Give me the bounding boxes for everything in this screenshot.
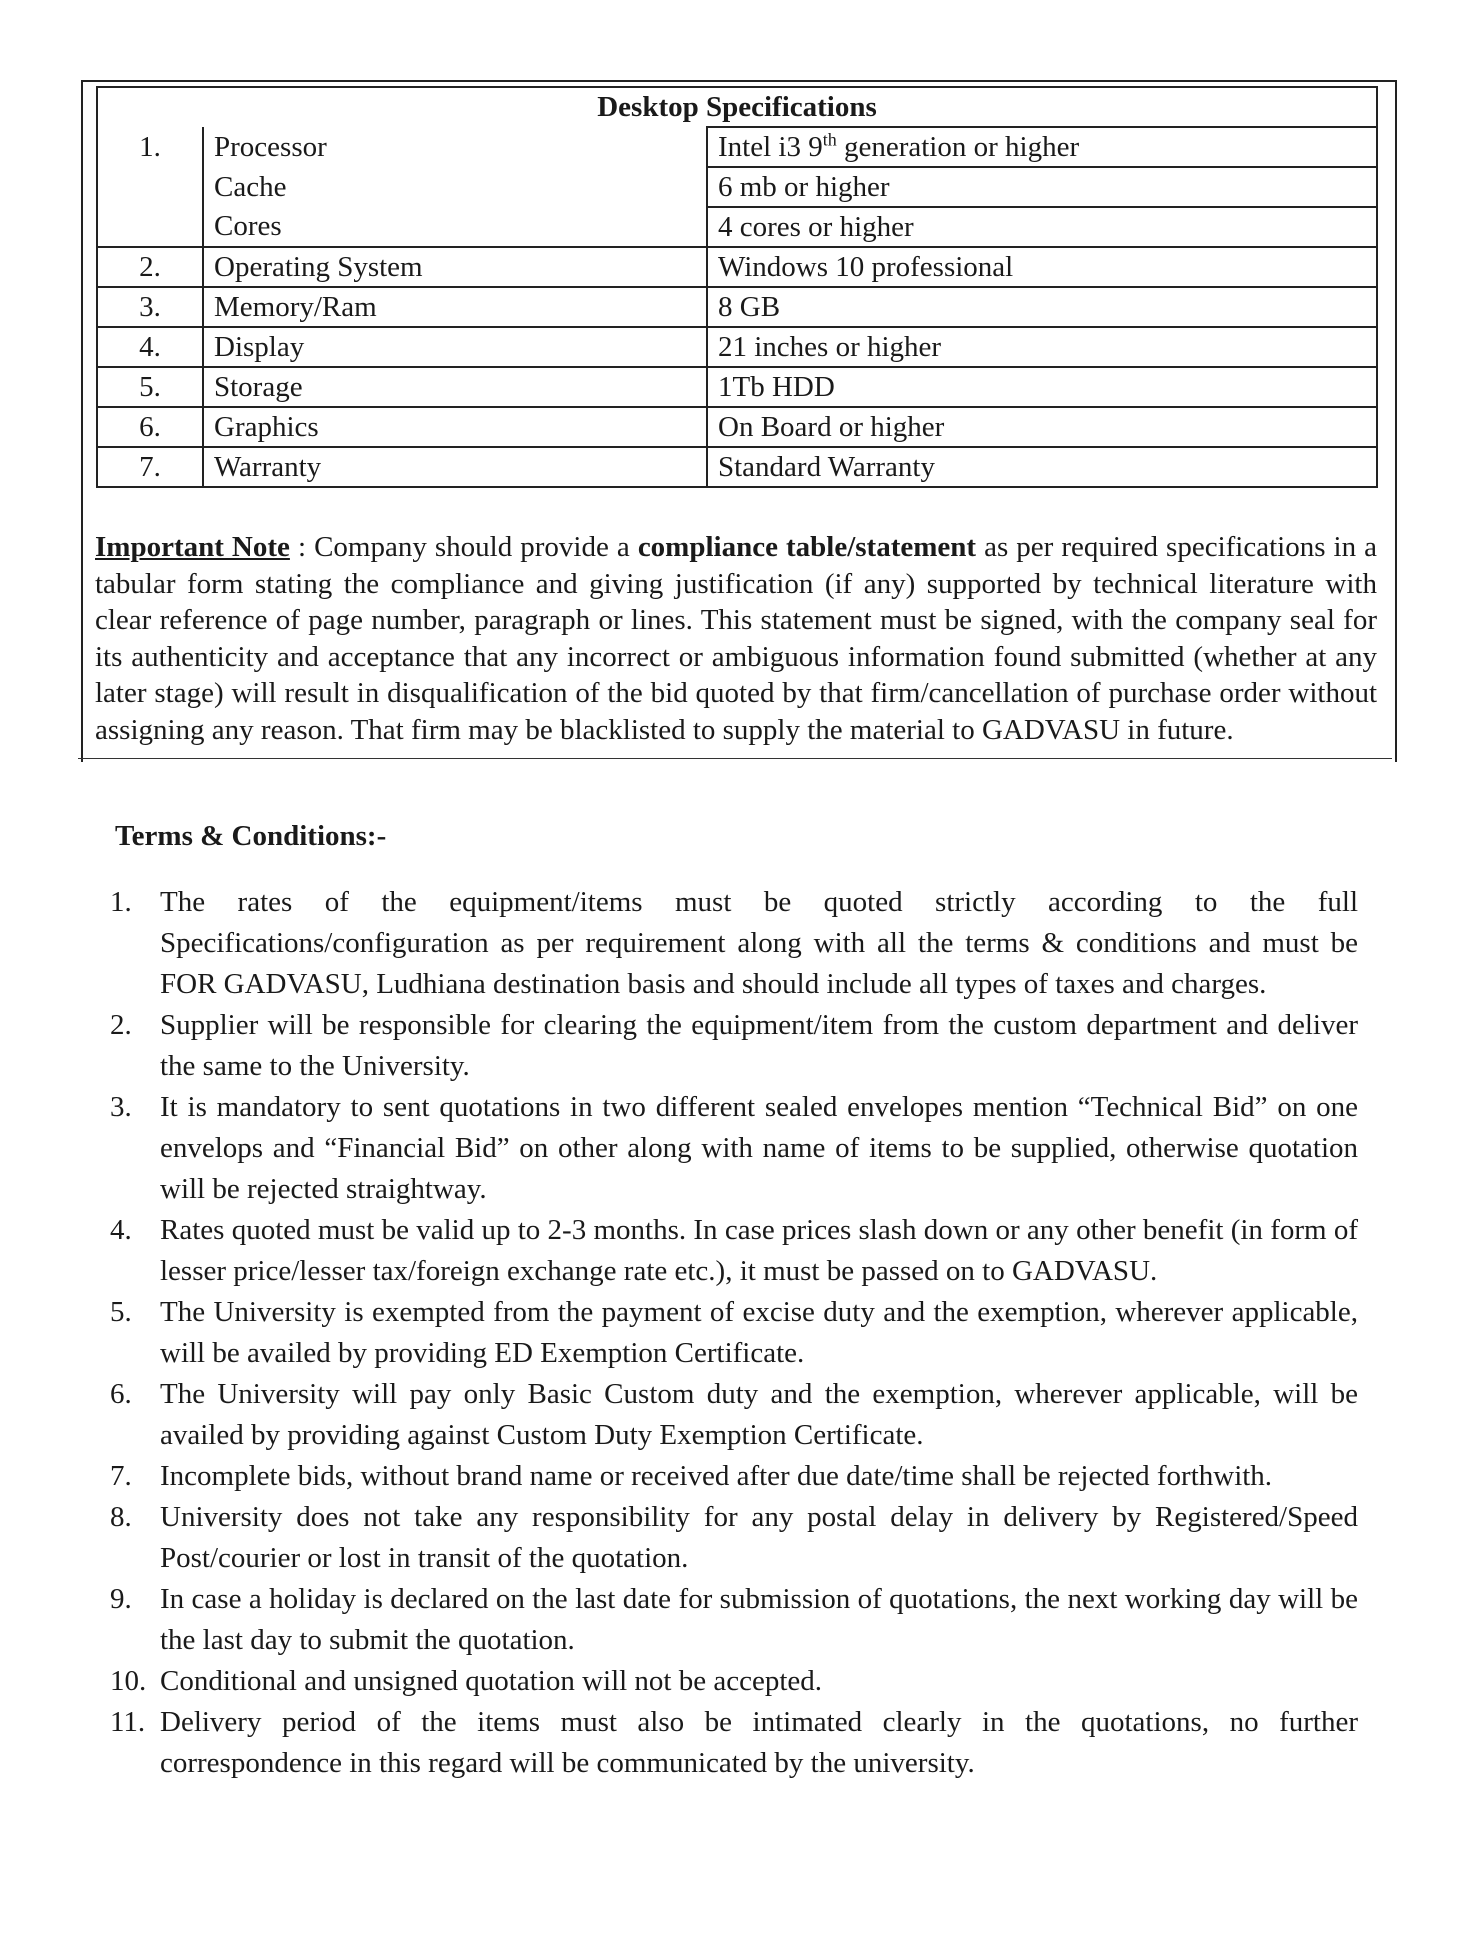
spec-row [97, 207, 1377, 247]
terms-item [100, 1374, 1358, 1456]
terms-item-number: 1. [110, 886, 132, 918]
important-note-text-before: Company should provide a [314, 531, 638, 563]
spec-row [97, 127, 1377, 167]
important-note-separator: : [289, 531, 315, 563]
terms-item [100, 1005, 1358, 1087]
terms-item [100, 1087, 1358, 1210]
desktop-spec-table [96, 86, 1378, 488]
spec-row-number: 4. [97, 327, 203, 367]
spec-table-title: Desktop Specifications [97, 87, 1377, 127]
terms-item-text: Incomplete bids, without brand name or received after due date/time shall be rejected forthwith. [160, 1460, 1273, 1492]
spec-value-suffix: generation or higher [836, 130, 1080, 163]
spec-row-number: 3. [97, 287, 203, 327]
spec-row-value: 1Tb HDD [707, 367, 1377, 407]
terms-item-text: Rates quoted must be valid up to 2-3 months. In case prices slash down or any other benefit (in form of lesser price/lesser tax/foreign exchange rate etc.), it must be passed on to GADVASU. [160, 1214, 1358, 1287]
spec-row-number: 5. [97, 367, 203, 407]
terms-item-number: 7. [110, 1460, 132, 1492]
spec-row-number [97, 207, 203, 247]
spec-row-parameter: Cores [203, 207, 707, 247]
spec-row-value: On Board or higher [707, 407, 1377, 447]
important-note-text-after: as per required specifications in a tabular form stating the compliance and giving justification (if any) supported by technical literature with clear reference of page number, paragraph or lines. This statement must be signed, with the company seal for its authenticity and acceptance that any incorrect or ambiguous information found submitted (whether at any later stage) will result in disqualification of the bid quoted by that firm/cancellation of purchase order without assigning any reason. That firm may be blacklisted to supply the material to GADVASU in future. [95, 531, 1377, 746]
spec-row-number [97, 167, 203, 207]
spec-row [97, 407, 1377, 447]
important-note [95, 529, 1377, 748]
terms-item-text: Conditional and unsigned quotation will not be accepted. [160, 1665, 823, 1697]
spec-row-value: 6 mb or higher [707, 167, 1377, 207]
terms-item-number: 5. [110, 1296, 132, 1328]
important-note-bold-phrase: compliance table/statement [637, 531, 977, 563]
spec-row-number: 7. [97, 447, 203, 487]
terms-item-text: It is mandatory to sent quotations in two different sealed envelopes mention “Technical Bid” on one envelops and “Financial Bid” on other along with name of items to be supplied, otherwise quotation will be rejected straightway. [160, 1091, 1358, 1205]
spec-row-number: 1. [97, 127, 203, 167]
spec-row [97, 367, 1377, 407]
terms-item-text: The rates of the equipment/items must be quoted strictly according to the full Specifications/configuration as per requirement along with all the terms & conditions and must be FOR GADVASU, Ludhiana destination basis and should include all types of taxes and charges. [160, 886, 1358, 1000]
terms-item [100, 1456, 1358, 1497]
spec-row-parameter: Warranty [203, 447, 707, 487]
spec-row-value: Standard Warranty [707, 447, 1377, 487]
terms-item-number: 10. [110, 1665, 147, 1697]
spec-row-parameter: Graphics [203, 407, 707, 447]
terms-item [100, 882, 1358, 1005]
spec-row-parameter: Memory/Ram [203, 287, 707, 327]
terms-item-text: University does not take any responsibility for any postal delay in delivery by Registered/Speed Post/courier or lost in transit of the quotation. [160, 1501, 1358, 1574]
spec-row-parameter: Display [203, 327, 707, 367]
spec-row-parameter: Storage [203, 367, 707, 407]
terms-item-number: 11. [110, 1706, 146, 1738]
terms-item [100, 1210, 1358, 1292]
terms-item-number: 4. [110, 1214, 132, 1246]
spec-row-parameter: Processor [203, 127, 707, 167]
spec-row-number: 2. [97, 247, 203, 287]
terms-item-number: 9. [110, 1583, 132, 1615]
terms-item-number: 3. [110, 1091, 132, 1123]
spec-row [97, 287, 1377, 327]
spec-row-value: 21 inches or higher [707, 327, 1377, 367]
spec-row-value: 8 GB [707, 287, 1377, 327]
spec-row-value: 4 cores or higher [707, 207, 1377, 247]
terms-item-text: Supplier will be responsible for clearing the equipment/item from the custom department and deliver the same to the University. [160, 1009, 1358, 1082]
spec-row-value: Windows 10 professional [707, 247, 1377, 287]
terms-heading: Terms & Conditions:- [115, 820, 387, 852]
spec-row-value [707, 127, 1377, 167]
terms-item-text: In case a holiday is declared on the last date for submission of quotations, the next working day will be the last day to submit the quotation. [160, 1583, 1358, 1656]
terms-item-number: 2. [110, 1009, 132, 1041]
terms-item-text: The University is exempted from the payment of excise duty and the exemption, wherever applicable, will be availed by providing ED Exemption Certificate. [160, 1296, 1358, 1369]
terms-item [100, 1661, 1358, 1702]
spec-title-row [97, 87, 1377, 127]
spec-row [97, 447, 1377, 487]
spec-frame-bottom-rule [78, 758, 1392, 759]
spec-row-parameter: Operating System [203, 247, 707, 287]
terms-item [100, 1292, 1358, 1374]
spec-row [97, 247, 1377, 287]
terms-list [100, 882, 1358, 1784]
terms-item-number: 8. [110, 1501, 132, 1533]
spec-value-prefix: Intel i3 9 [718, 130, 823, 163]
spec-row-number: 6. [97, 407, 203, 447]
spec-row [97, 327, 1377, 367]
terms-item-text: Delivery period of the items must also be intimated clearly in the quotations, no further correspondence in this regard will be communicated by the university. [160, 1706, 1358, 1779]
spec-value-superscript: th [822, 128, 837, 149]
terms-item-text: The University will pay only Basic Custom duty and the exemption, wherever applicable, will be availed by providing against Custom Duty Exemption Certificate. [160, 1378, 1358, 1451]
important-note-label: Important Note [95, 531, 290, 563]
terms-item [100, 1579, 1358, 1661]
terms-item-number: 6. [110, 1378, 132, 1410]
terms-item [100, 1702, 1358, 1784]
spec-row-parameter: Cache [203, 167, 707, 207]
spec-row [97, 167, 1377, 207]
terms-item [100, 1497, 1358, 1579]
